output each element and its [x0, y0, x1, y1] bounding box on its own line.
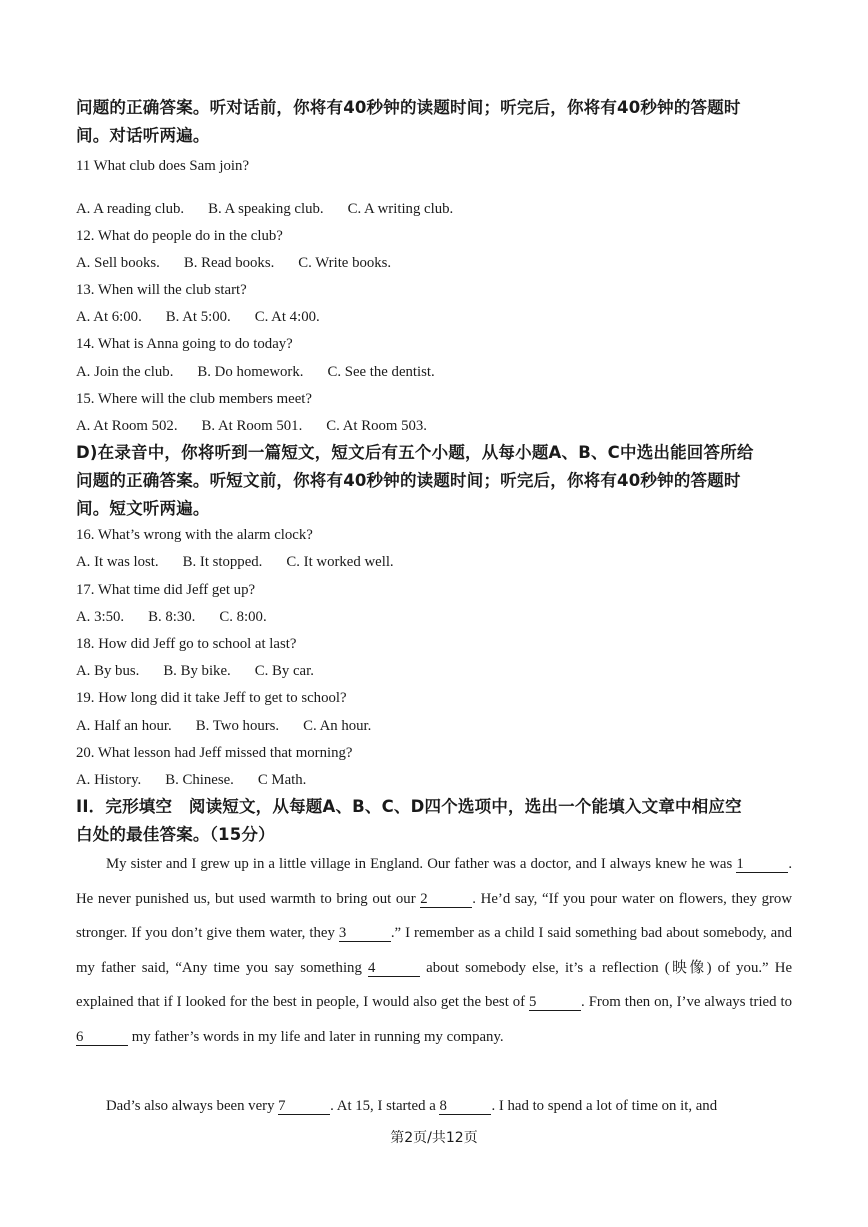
question-12: 12. What do people do in the club?: [76, 228, 283, 244]
option-a: A. 3:50.: [76, 609, 125, 625]
section-d-instruction-line3: 间。短文听两遍。: [76, 499, 210, 518]
question-18: 18. How did Jeff go to school at last?: [76, 636, 297, 652]
question-19: 19. How long did it take Jeff to get to school?: [76, 690, 347, 706]
option-c: C. At 4:00.: [254, 309, 320, 325]
blank-5: 5: [529, 994, 581, 1011]
option-a: A. At 6:00.: [76, 309, 142, 325]
option-c: C. Write books.: [298, 255, 392, 271]
options-12: [76, 254, 415, 272]
options-11: [76, 200, 477, 218]
section-c-instruction-line2: 间。对话听两遍。: [76, 126, 210, 145]
option-b: B. By bike.: [163, 663, 231, 679]
option-b: B. At 5:00.: [165, 309, 231, 325]
option-a: A. A reading club.: [76, 201, 185, 217]
section-d-instruction-line1: D)在录音中，你将听到一篇短文，短文后有五个小题，从每小题A、B、C中选出能回答所给: [76, 443, 754, 462]
cloze-paragraph-1: My sister and I grew up in a little village in England. Our father was a doctor, and I always knew he was 1 . He never punished us, but used warmth to bring out our 2 . He’d say, “If you pour water on flowers, they grow stronger. If you don’t give them water, they 3 .” I remember as a child I said something bad about somebody, and my father said, “Any time you say something 4 about somebody else, it’s a reflection (映像) of you.” He explained that if I looked for the best in people, I would also get the best of 5 . From then on, I’ve always tried to 6 my father’s words in my life and later in running my company.: [76, 856, 793, 1045]
options-13: [76, 308, 344, 326]
question-15: 15. Where will the club members meet?: [76, 391, 312, 407]
option-a: A. Sell books.: [76, 255, 160, 271]
question-14: 14. What is Anna going to do today?: [76, 336, 293, 352]
option-c: C. A writing club.: [347, 201, 454, 217]
question-17: 17. What time did Jeff get up?: [76, 582, 256, 598]
option-b: B. Two hours.: [195, 718, 280, 734]
option-b: B. At Room 501.: [201, 418, 303, 434]
option-c: C. 8:00.: [219, 609, 267, 625]
option-c: C Math.: [257, 772, 307, 788]
option-b: B. Do homework.: [197, 364, 304, 380]
section-c-instruction-line1: 问题的正确答案。听对话前，你将有40秒钟的读题时间；听完后，你将有40秒钟的答题时: [76, 98, 741, 117]
blank-6: 6: [76, 1029, 128, 1046]
option-c: C. It worked well.: [286, 554, 394, 570]
section-d-instruction-line2: 问题的正确答案。听短文前，你将有40秒钟的读题时间；听完后，你将有40秒钟的答题时: [76, 471, 741, 490]
options-15: [76, 417, 451, 435]
page-number: 第2页/共12页: [390, 1130, 478, 1146]
options-19: [76, 717, 395, 735]
option-c: C. An hour.: [303, 718, 372, 734]
options-14: [76, 363, 459, 381]
blank-3: 3: [339, 925, 391, 942]
question-13: 13. When will the club start?: [76, 282, 247, 298]
cloze-paragraph-2: Dad’s also always been very 7 . At 15, I started a 8 . I had to spend a lot of time on it, and: [106, 1098, 718, 1114]
option-b: B. It stopped.: [182, 554, 263, 570]
option-a: A. Join the club.: [76, 364, 174, 380]
options-16: [76, 553, 418, 571]
blank-2: 2: [420, 891, 472, 908]
option-a: A. History.: [76, 772, 142, 788]
option-c: C. See the dentist.: [327, 364, 435, 380]
option-c: C. At Room 503.: [326, 418, 427, 434]
blank-7: 7: [278, 1098, 330, 1115]
question-11: 11 What club does Sam join?: [76, 158, 250, 174]
option-b: B. 8:30.: [148, 609, 196, 625]
options-17: [76, 608, 291, 626]
option-a: A. At Room 502.: [76, 418, 178, 434]
section-ii-heading-line1: II．完形填空 阅读短文，从每题A、B、C、D四个选项中，选出一个能填入文章中相应空: [76, 797, 742, 816]
option-c: C. By car.: [254, 663, 314, 679]
options-18: [76, 662, 338, 680]
option-a: A. It was lost.: [76, 554, 159, 570]
option-b: B. A speaking club.: [208, 201, 324, 217]
section-ii-heading-line2: 白处的最佳答案。（15分）: [76, 825, 275, 844]
blank-4: 4: [368, 960, 420, 977]
blank-8: 8: [439, 1098, 491, 1115]
option-b: B. Read books.: [183, 255, 275, 271]
option-a: A. By bus.: [76, 663, 140, 679]
option-b: B. Chinese.: [165, 772, 234, 788]
option-a: A. Half an hour.: [76, 718, 172, 734]
question-20: 20. What lesson had Jeff missed that morning?: [76, 745, 353, 761]
options-20: [76, 771, 330, 789]
question-16: 16. What’s wrong with the alarm clock?: [76, 527, 313, 543]
blank-1: 1: [736, 856, 788, 873]
